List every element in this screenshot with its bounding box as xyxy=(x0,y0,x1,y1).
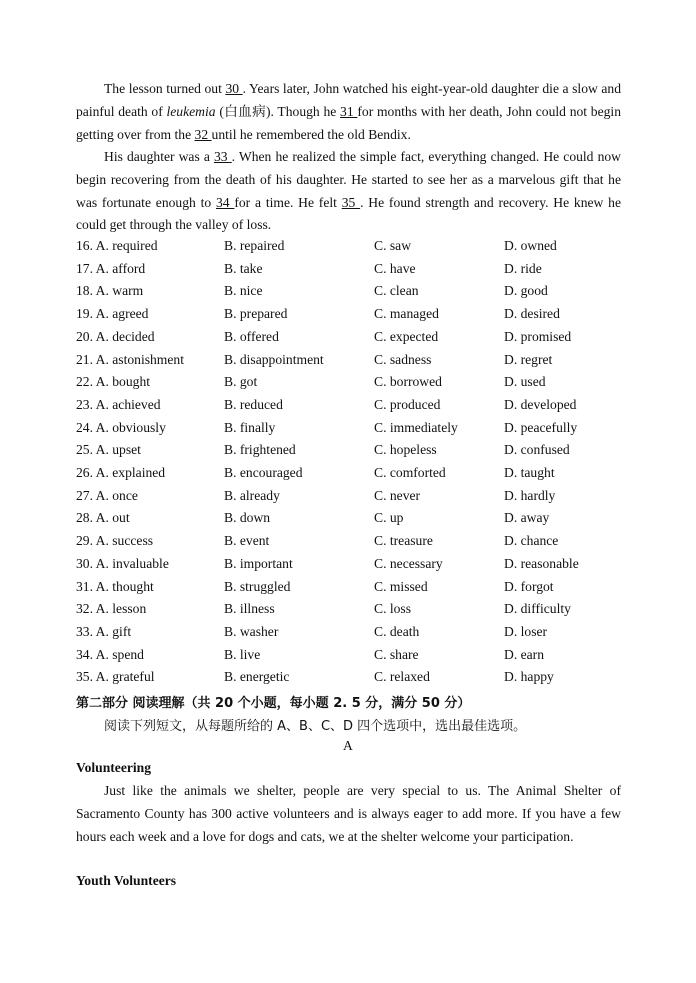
question-option-b: B. reduced xyxy=(224,396,283,412)
question-option-d: D. developed xyxy=(504,396,577,412)
question-option-b: B. take xyxy=(224,260,263,276)
question-option-b: B. repaired xyxy=(224,238,285,253)
question-option-a: 22. A. bought xyxy=(76,374,151,390)
question-row xyxy=(76,397,636,419)
answer-blank: 30 xyxy=(225,81,243,96)
question-row xyxy=(76,488,636,510)
question-option-c: C. treasure xyxy=(374,533,433,549)
question-option-a: 21. A. astonishment xyxy=(76,351,184,367)
question-option-c: C. clean xyxy=(374,283,419,299)
question-option-a: 25. A. upset xyxy=(76,442,141,458)
question-option-b: B. got xyxy=(224,374,258,390)
question-option-c: C. necessary xyxy=(374,555,443,571)
question-row xyxy=(76,329,636,351)
question-option-c: C. share xyxy=(374,646,419,662)
answer-blank: 34 xyxy=(215,194,235,210)
question-option-d: D. chance xyxy=(504,533,559,549)
question-option-b: B. encouraged xyxy=(224,465,303,480)
question-option-c: C. relaxed xyxy=(374,669,430,685)
question-option-d: D. away xyxy=(504,510,550,526)
question-option-b: B. event xyxy=(224,533,270,549)
question-row xyxy=(76,533,636,555)
question-option-c: C. loss xyxy=(374,601,412,617)
question-option-d: D. confused xyxy=(504,442,570,458)
question-option-b: B. already xyxy=(224,487,280,503)
question-option-d: D. good xyxy=(504,283,548,299)
question-option-d: D. reasonable xyxy=(504,555,579,571)
question-option-c: C. death xyxy=(374,623,420,639)
question-option-c: C. have xyxy=(374,260,416,276)
answer-blank: 32 xyxy=(194,126,212,142)
question-option-c: C. immediately xyxy=(374,419,458,435)
question-option-c: C. saw xyxy=(374,238,412,253)
question-option-b: B. offered xyxy=(224,328,279,344)
question-option-a: 34. A. spend xyxy=(76,646,144,662)
question-option-a: 28. A. out xyxy=(76,510,130,526)
question-option-c: C. comforted xyxy=(374,465,446,480)
question-option-b: B. struggled xyxy=(224,578,291,594)
question-option-d: D. regret xyxy=(504,351,553,367)
question-option-c: C. never xyxy=(374,487,421,503)
question-option-a: 27. A. once xyxy=(76,487,138,503)
question-option-d: D. loser xyxy=(504,623,548,639)
question-option-d: D. earn xyxy=(504,646,545,662)
passage-paragraph-1 xyxy=(76,78,621,146)
question-row xyxy=(76,556,636,578)
passage-text: for a time. He felt xyxy=(234,194,342,210)
question-row xyxy=(76,374,636,396)
passage-title: Volunteering xyxy=(76,760,152,775)
question-option-a: 18. A. warm xyxy=(76,283,144,299)
question-row xyxy=(76,352,636,374)
question-option-b: B. down xyxy=(224,510,271,526)
question-option-b: B. live xyxy=(224,646,261,662)
question-option-a: 35. A. grateful xyxy=(76,669,155,685)
question-option-d: D. ride xyxy=(504,260,542,276)
question-option-b: B. washer xyxy=(224,623,279,639)
answer-blank: 33 xyxy=(213,149,232,164)
question-row xyxy=(76,306,636,328)
passage-text: . He found strength and recovery. He knew he could get through the valley of loss. xyxy=(76,194,621,233)
question-row xyxy=(76,579,636,601)
question-option-a: 20. A. decided xyxy=(76,328,155,344)
question-option-d: D. used xyxy=(504,374,546,390)
question-row xyxy=(76,510,636,532)
question-option-a: 29. A. success xyxy=(76,533,154,549)
question-row xyxy=(76,442,636,464)
question-option-c: C. produced xyxy=(374,396,441,412)
question-option-d: D. difficulty xyxy=(504,601,571,617)
passage-text: . When he realized the simple fact, everything changed. He could now begin recovering from the death of his daughter. He started to see her as a marvelous gift that he was fortunate enough to xyxy=(76,149,621,210)
question-option-b: B. important xyxy=(224,555,293,571)
question-option-c: C. hopeless xyxy=(374,442,437,458)
question-option-a: 32. A. lesson xyxy=(76,601,147,617)
question-row xyxy=(76,669,636,691)
question-row xyxy=(76,624,636,646)
passage-paragraph-2 xyxy=(76,146,621,237)
question-option-a: 33. A. gift xyxy=(76,623,132,639)
question-option-a: 31. A. thought xyxy=(76,578,154,594)
question-option-d: D. peacefully xyxy=(504,419,578,435)
question-option-d: D. forgot xyxy=(504,578,554,594)
question-option-d: D. happy xyxy=(504,669,554,685)
section-header: 第二部分 阅读理解（共 20 个小题，每小题 2. 5 分，满分 50 分） xyxy=(76,696,471,711)
question-row xyxy=(76,238,636,260)
question-option-a: 30. A. invaluable xyxy=(76,555,169,571)
passage-text: His daughter was a xyxy=(104,149,214,164)
question-option-a: 19. A. agreed xyxy=(76,306,149,322)
answer-blank: 35 xyxy=(341,194,361,210)
question-row xyxy=(76,283,636,305)
question-option-a: 24. A. obviously xyxy=(76,419,166,435)
question-option-b: B. finally xyxy=(224,419,276,435)
passage-text: . Years later, John watched his eight-year-old daughter die a slow and painful death of xyxy=(76,81,621,119)
question-option-b: B. energetic xyxy=(224,669,290,685)
answer-blank: 31 xyxy=(340,103,358,119)
question-option-a: 16. A. required xyxy=(76,238,158,253)
question-option-a: 17. A. afford xyxy=(76,260,146,276)
passage-subtitle: Youth Volunteers xyxy=(76,873,177,888)
question-option-d: D. hardly xyxy=(504,487,556,503)
question-option-b: B. illness xyxy=(224,601,275,617)
question-option-c: C. managed xyxy=(374,306,439,322)
passage-text: The lesson turned out xyxy=(104,81,226,96)
passage-letter: A xyxy=(343,738,353,753)
question-option-a: 23. A. achieved xyxy=(76,396,161,412)
question-option-c: C. up xyxy=(374,510,404,526)
question-option-b: B. frightened xyxy=(224,442,296,458)
question-option-c: C. missed xyxy=(374,578,428,594)
italic-term: leukemia xyxy=(166,103,216,119)
question-row xyxy=(76,465,636,487)
question-row xyxy=(76,601,636,623)
question-option-c: C. sadness xyxy=(374,351,432,367)
question-option-d: D. taught xyxy=(504,465,555,480)
question-option-a: 26. A. explained xyxy=(76,465,166,480)
passage-text: (白血病). Though he xyxy=(215,103,341,119)
passage-text: for months with her death, John could not begin getting over from the xyxy=(76,103,622,142)
question-row xyxy=(76,261,636,283)
section-instruction: 阅读下列短文，从每题所给的 A、B、C、D 四个选项中，选出最佳选项。 xyxy=(104,719,527,734)
question-option-c: C. expected xyxy=(374,328,439,344)
passage-body: Just like the animals we shelter, people are very special to us. The Animal Shelter of Sacramento County has 300 active volunteers and is always eager to add more. If you have a few hours each week and a love for dogs and cats, we at the shelter welcome your participation. xyxy=(76,783,621,844)
question-option-c: C. borrowed xyxy=(374,374,442,390)
question-row xyxy=(76,420,636,442)
question-option-b: B. nice xyxy=(224,283,263,299)
question-option-b: B. disappointment xyxy=(224,351,324,367)
question-option-d: D. promised xyxy=(504,328,572,344)
question-row xyxy=(76,647,636,669)
question-option-b: B. prepared xyxy=(224,306,288,322)
question-option-d: D. desired xyxy=(504,306,560,322)
passage-text: until he remembered the old Bendix. xyxy=(211,126,411,142)
question-option-d: D. owned xyxy=(504,238,557,253)
